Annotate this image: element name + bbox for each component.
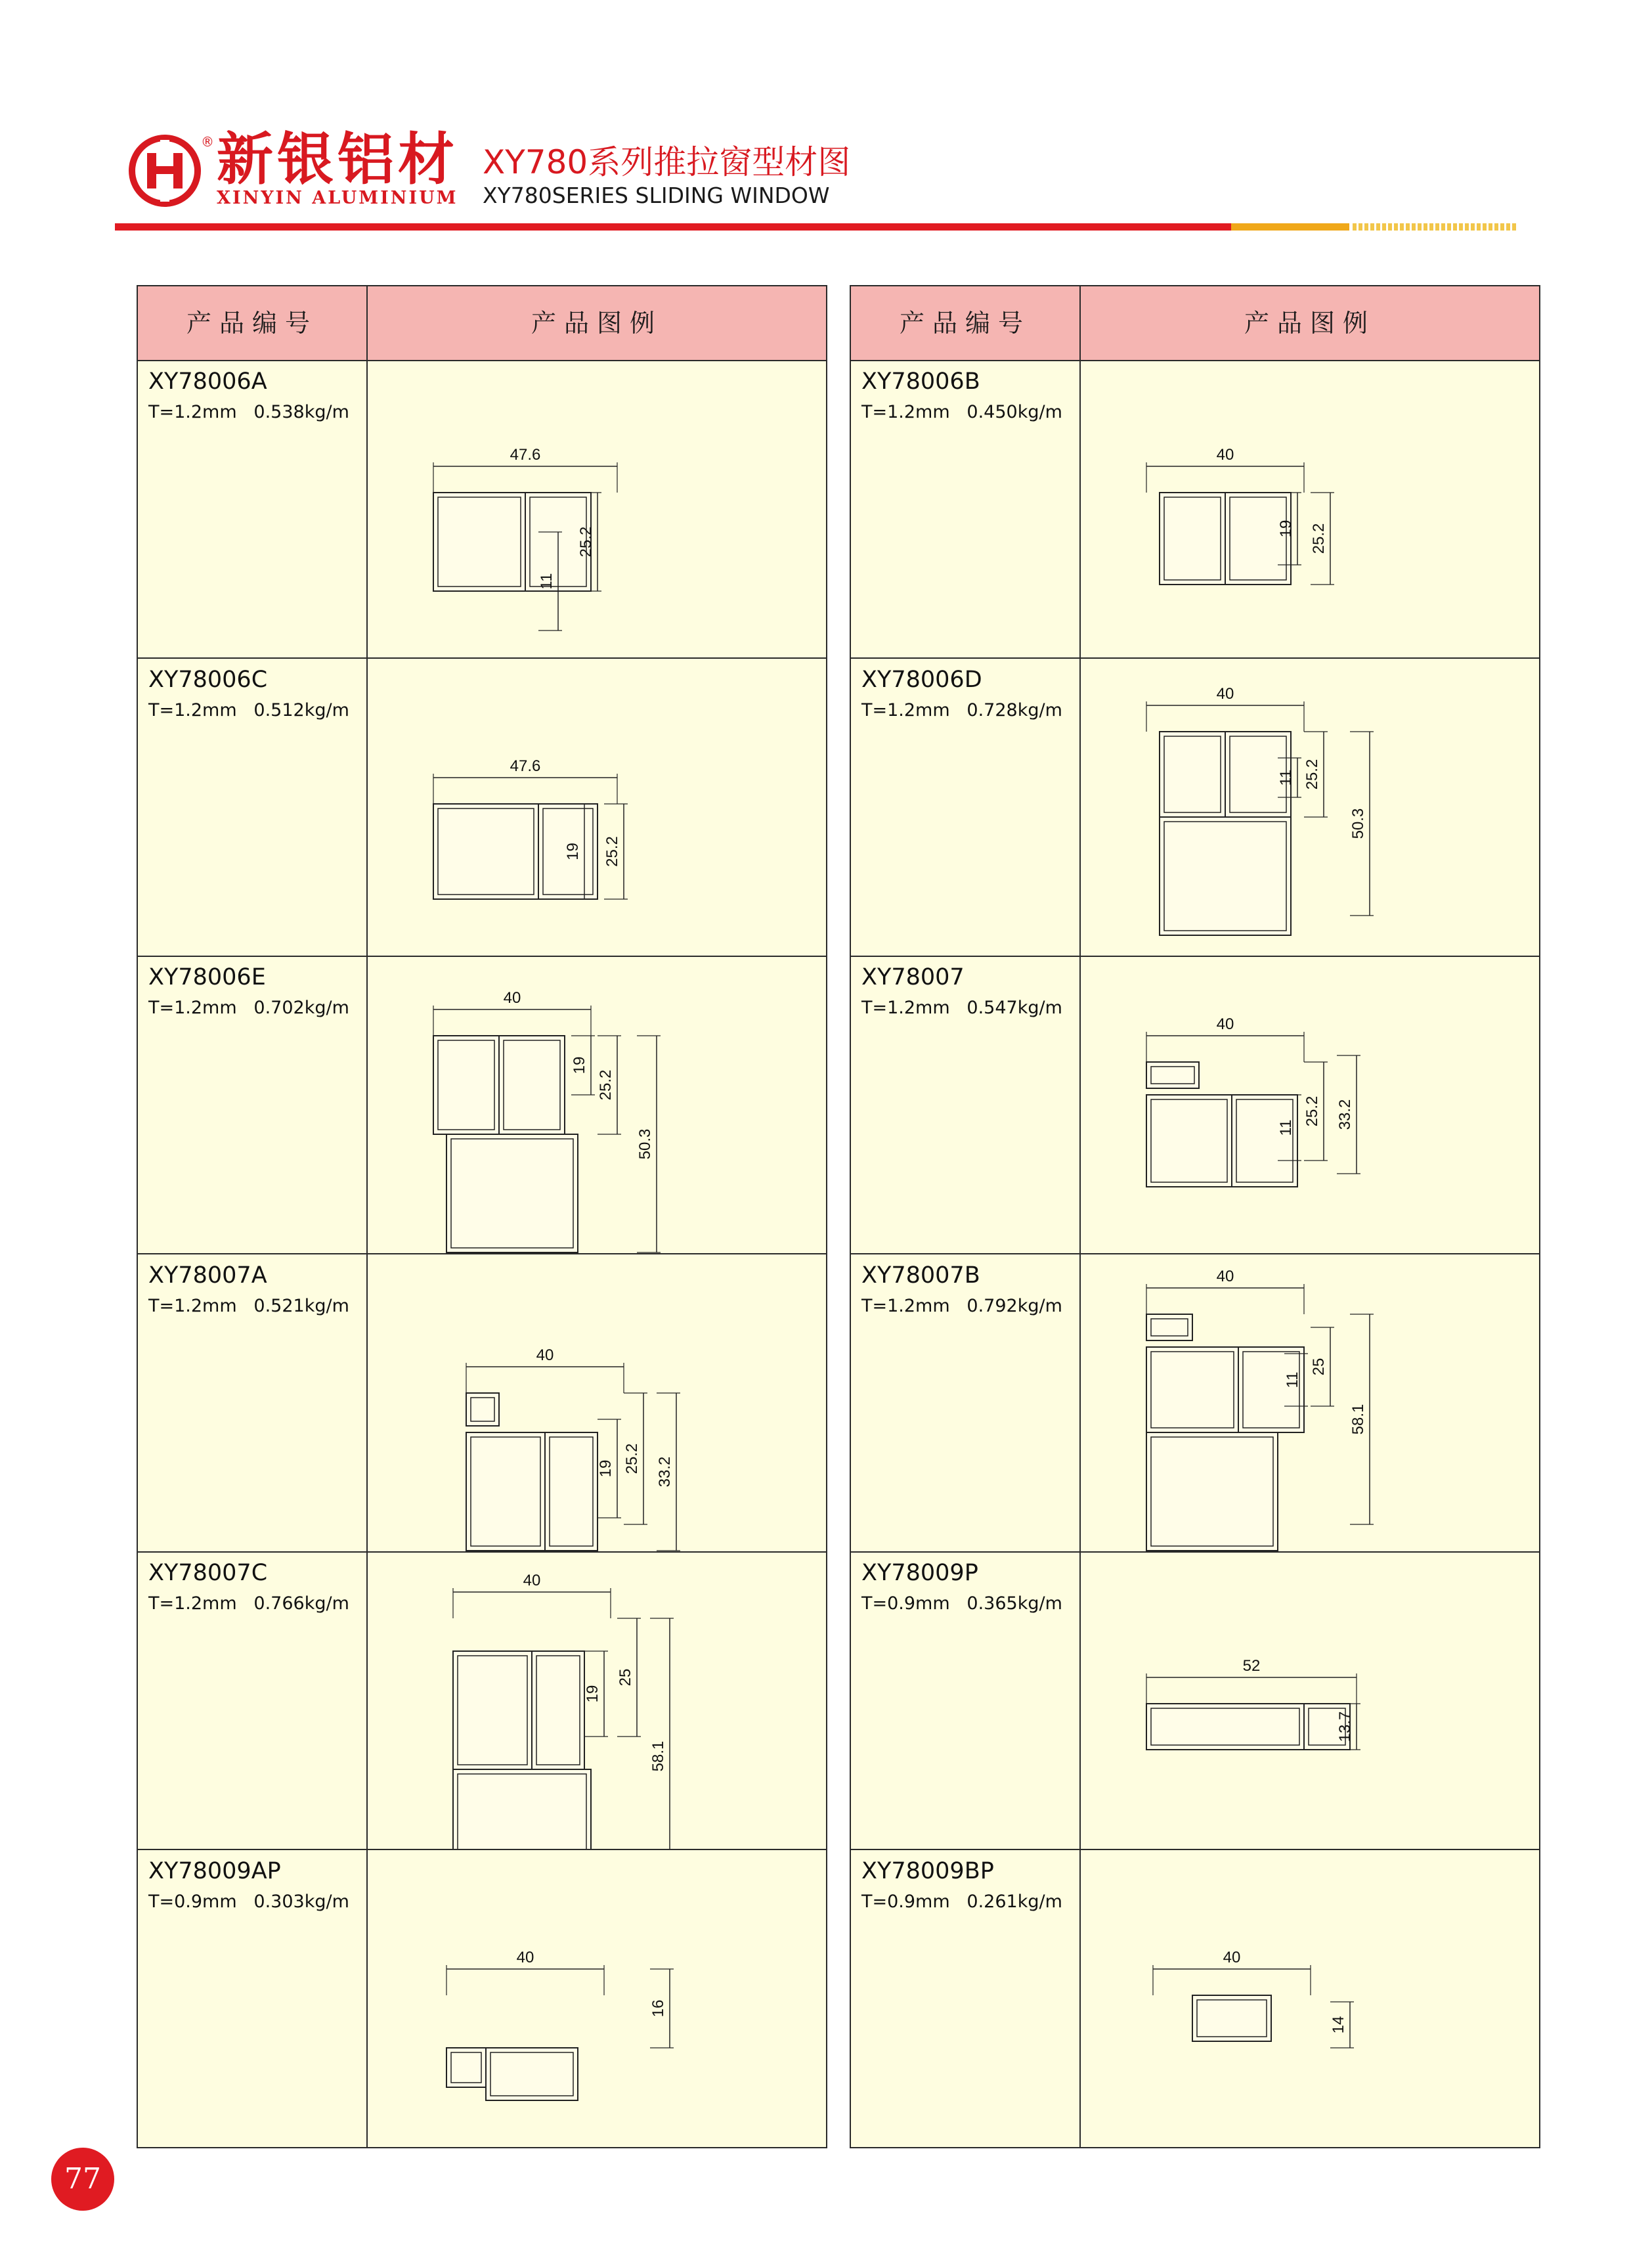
profile-section-svg <box>368 1553 826 1849</box>
profile-drawing <box>368 361 826 657</box>
product-spec: T=1.2mm 0.512kg/m <box>148 699 349 720</box>
profile-section-svg <box>368 361 826 657</box>
header-rule-red <box>115 223 1231 231</box>
product-code: XY78006A <box>148 368 267 395</box>
profile-drawing <box>1081 957 1539 1253</box>
dim-2: 25.2 <box>1303 759 1321 789</box>
dim-1: 19 <box>1277 520 1295 538</box>
product-row <box>851 1255 1539 1553</box>
profile-drawing <box>368 1851 826 2147</box>
product-row <box>851 361 1539 659</box>
dim-width: 47.6 <box>510 446 541 464</box>
product-code: XY78009P <box>861 1560 978 1587</box>
product-code: XY78009BP <box>861 1858 994 1884</box>
brand-name-en: XINYIN ALUMINIUM <box>217 188 458 208</box>
dim-1: 14 <box>1330 2016 1347 2034</box>
profile-section-svg <box>1081 1851 1539 2147</box>
product-row <box>138 361 826 659</box>
dim-width: 52 <box>1242 1657 1261 1675</box>
product-row <box>138 957 826 1254</box>
product-spec: T=1.2mm 0.728kg/m <box>861 699 1062 720</box>
product-code: XY78009AP <box>148 1858 281 1884</box>
header-product-code: 产品编号 <box>186 309 318 338</box>
dim-width: 40 <box>1216 684 1234 703</box>
brand-name-cn: 新银铝材 <box>217 127 458 192</box>
dim-3: 58.1 <box>1349 1404 1367 1435</box>
product-table-right <box>850 285 1540 2148</box>
dim-width: 40 <box>1216 1267 1234 1285</box>
dim-1: 11 <box>538 573 555 590</box>
dim-1: 19 <box>564 842 582 860</box>
dim-1: 11 <box>1277 769 1295 786</box>
profile-section-svg <box>1081 1553 1539 1849</box>
product-code: XY78007A <box>148 1262 267 1289</box>
product-spec: T=0.9mm 0.303kg/m <box>148 1892 349 1912</box>
profile-drawing <box>368 1553 826 1849</box>
product-code: XY78006D <box>861 666 982 693</box>
profile-drawing <box>1081 1851 1539 2147</box>
dim-width: 40 <box>1216 446 1234 464</box>
profile-section-svg <box>368 659 826 956</box>
dim-2: 25.2 <box>1303 1096 1321 1127</box>
profile-drawing <box>368 957 826 1253</box>
dim-3: 33.2 <box>1336 1099 1354 1130</box>
dim-1: 16 <box>649 1999 667 2018</box>
profile-drawing <box>1081 1255 1539 1551</box>
dim-3: 58.1 <box>649 1741 667 1772</box>
product-spec: T=1.2mm 0.792kg/m <box>861 1295 1062 1316</box>
dim-width: 40 <box>503 989 521 1007</box>
header-product-figure: 产品图例 <box>531 309 663 338</box>
profile-section-svg <box>1081 957 1539 1253</box>
profile-section-svg <box>1081 361 1539 657</box>
profile-section-svg <box>368 1255 826 1551</box>
product-spec: T=1.2mm 0.702kg/m <box>148 998 349 1019</box>
dim-1: 19 <box>571 1056 588 1074</box>
profile-section-svg <box>368 1851 826 2147</box>
page-title-en: XY780SERIES SLIDING WINDOW <box>483 183 830 208</box>
profile-drawing <box>368 1255 826 1551</box>
product-spec: T=1.2mm 0.450kg/m <box>861 402 1062 422</box>
dim-1: 13.7 <box>1336 1712 1354 1742</box>
dim-width: 40 <box>536 1346 554 1364</box>
header-product-code: 产品编号 <box>899 309 1031 338</box>
product-spec: T=1.2mm 0.547kg/m <box>861 998 1062 1019</box>
dim-2: 25 <box>617 1669 634 1687</box>
product-spec: T=1.2mm 0.538kg/m <box>148 402 349 422</box>
product-row <box>138 1851 826 2148</box>
product-row <box>851 1553 1539 1850</box>
product-spec: T=0.9mm 0.261kg/m <box>861 1892 1062 1912</box>
product-spec: T=1.2mm 0.521kg/m <box>148 1295 349 1316</box>
profile-drawing <box>1081 1553 1539 1849</box>
product-spec: T=0.9mm 0.365kg/m <box>861 1593 1062 1614</box>
dim-2: 25.2 <box>623 1443 641 1474</box>
table-header <box>138 286 826 361</box>
header-rule-orange <box>1231 223 1349 231</box>
product-code: XY78006C <box>148 666 268 693</box>
dim-width: 47.6 <box>510 757 541 775</box>
profile-section-svg <box>1081 1255 1539 1551</box>
dim-3: 50.3 <box>636 1128 654 1160</box>
profile-drawing <box>1081 659 1539 956</box>
dim-3: 50.3 <box>1349 808 1367 839</box>
product-row <box>138 1553 826 1850</box>
registered-mark: ® <box>201 134 214 150</box>
header-rule-dashed <box>1353 223 1517 231</box>
dim-2: 25.2 <box>603 835 621 867</box>
dim-2: 25 <box>1310 1358 1328 1376</box>
product-code: XY78007 <box>861 964 965 991</box>
dim-1: 11 <box>1277 1119 1295 1136</box>
table-header <box>851 286 1539 361</box>
dim-width: 40 <box>1223 1949 1241 1966</box>
product-spec: T=1.2mm 0.766kg/m <box>148 1593 349 1614</box>
profile-drawing <box>1081 361 1539 657</box>
dim-1: 19 <box>597 1459 615 1478</box>
product-code: XY78006E <box>148 964 266 991</box>
product-code: XY78007B <box>861 1262 980 1289</box>
dim-width: 40 <box>1216 1015 1234 1034</box>
product-row <box>138 1255 826 1553</box>
header-product-figure: 产品图例 <box>1244 309 1376 338</box>
dim-width: 40 <box>523 1572 541 1590</box>
profile-drawing <box>368 659 826 956</box>
page-title-cn: XY780系列推拉窗型材图 <box>483 143 851 181</box>
product-row <box>851 957 1539 1254</box>
xinyin-logo-icon <box>129 135 201 207</box>
profile-section-svg <box>1081 659 1539 956</box>
dim-2: 25.2 <box>1310 523 1328 554</box>
product-code: XY78006B <box>861 368 980 395</box>
dim-3: 33.2 <box>656 1456 674 1488</box>
dim-1: 11 <box>1284 1371 1301 1388</box>
product-code: XY78007C <box>148 1560 268 1587</box>
dim-1: 19 <box>584 1685 601 1703</box>
dim-width: 40 <box>516 1949 534 1966</box>
dim-2: 25.2 <box>577 526 595 558</box>
product-table-left <box>137 285 827 2148</box>
page-number: 77 <box>64 2162 101 2196</box>
product-row <box>138 659 826 957</box>
dim-2: 25.2 <box>597 1069 615 1101</box>
product-row <box>851 659 1539 957</box>
profile-section-svg <box>368 957 826 1253</box>
product-row <box>851 1851 1539 2148</box>
